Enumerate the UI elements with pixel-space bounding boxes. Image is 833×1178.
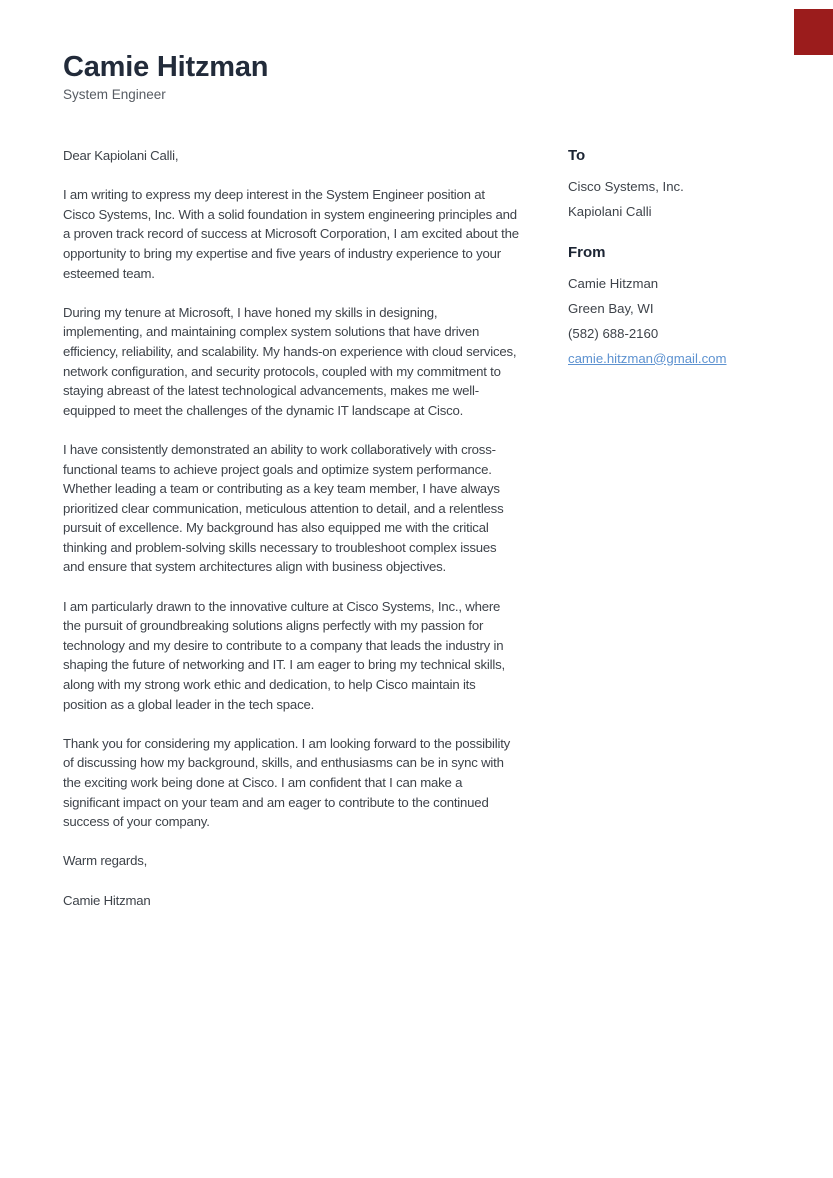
job-title: System Engineer (63, 87, 166, 102)
person-name: Camie Hitzman (63, 51, 269, 83)
signature: Camie Hitzman (63, 892, 151, 908)
closing: Warm regards, (63, 853, 148, 869)
letter-paragraph: I have consistently demonstrated an ability to work collaboratively with cross-functional teams to achieve project goals and optimize system performance. Whether leading a team or contributing as a key team member, I have always prioritized clear communication, meticulous attention to detail, and a relentless pursuit of excellence. My background has also equipped me with the critical thinking and problem-solving skills necessary to troubleshoot complex issues and ensure that system architectures align with business objectives. (63, 441, 504, 575)
contact-sidebar (568, 146, 783, 371)
letter-body (63, 146, 520, 910)
letter-paragraph: I am particularly drawn to the innovative culture at Cisco Systems, Inc., where the pursuit of groundbreaking solutions aligns perfectly with my passion for technology and my desire to contribute to a company that leads the industry in shaping the future of networking and IT. I am eager to bring my technical skills, along with my strong work ethic and dedication, to help Cisco maintain its position as a global leader in the tech space. (63, 598, 505, 712)
salutation: Dear Kapiolani Calli, (63, 148, 179, 163)
to-heading: To (568, 147, 586, 164)
from-heading: From (568, 244, 606, 262)
letter-paragraph: During my tenure at Microsoft, I have honed my skills in designing, implementing, and maintaining complex system solutions that have driven efficiency, reliability, and scalability. My hands-on experience with cloud services, network configuration, and security protocols, coupled with my commitment to staying abreast of the latest technological advancements, makes me well-equipped to meet the challenges of the dynamic IT landscape at Cisco. (63, 304, 517, 418)
letter-paragraph: Thank you for considering my application. I am looking forward to the possibility of discussing how my background, skills, and enthusiasms can be in sync with the exciting work being done at Cisco. I am confident that I can make a significant impact on your team and am eager to contribute to the continued success of your company. (63, 735, 511, 830)
from-location: Green Bay, WI (568, 301, 654, 317)
to-company: Cisco Systems, Inc. (568, 179, 684, 194)
email-link[interactable]: camie.hitzman@gmail.com (568, 350, 727, 366)
to-person: Kapiolani Calli (568, 203, 652, 219)
accent-square (794, 9, 833, 55)
letter-paragraph: I am writing to express my deep interest in the System Engineer position at Cisco Systems, Inc. With a solid foundation in system engineering principles and a proven track record of success at Microsoft Corporation, I am excited about the opportunity to bring my expertise and five years of industry experience to your esteemed team. (63, 187, 519, 281)
from-phone: (582) 688-2160 (568, 325, 659, 341)
from-name: Camie Hitzman (568, 276, 659, 292)
header (63, 50, 268, 103)
